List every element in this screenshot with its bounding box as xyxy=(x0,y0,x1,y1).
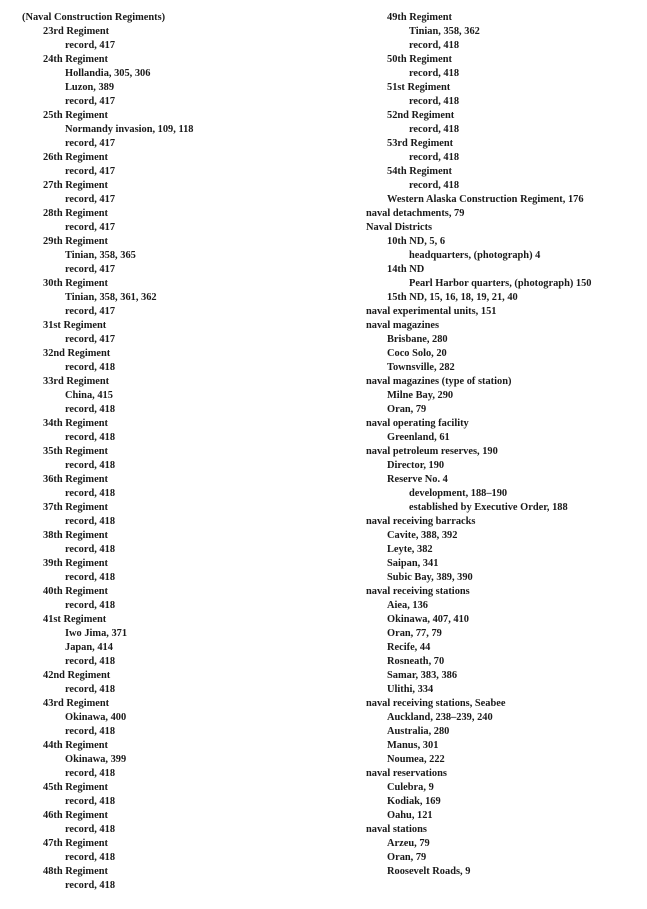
index-sub-subentry: China, 415 xyxy=(65,390,113,401)
index-heading: naval magazines (type of station) xyxy=(366,376,512,387)
index-sub-subentry: record, 417 xyxy=(65,334,116,345)
index-subentry: Arzeu, 79 xyxy=(387,838,430,849)
index-sub-subentry: record, 418 xyxy=(65,488,116,499)
index-sub-subentry: record, 418 xyxy=(65,796,116,807)
index-subentry: Culebra, 9 xyxy=(387,782,434,793)
index-subentry: Oran, 79 xyxy=(387,404,427,415)
index-subentry: Townsville, 282 xyxy=(387,362,455,373)
index-sub-subentry: record, 417 xyxy=(65,138,116,149)
index-sub-subentry: Japan, 414 xyxy=(65,642,113,653)
index-subentry: 23rd Regiment xyxy=(43,26,110,37)
index-sub-subentry: record, 418 xyxy=(65,516,116,527)
index-sub-subentry: record, 417 xyxy=(65,306,116,317)
index-subentry: 49th Regiment xyxy=(387,12,452,23)
index-subentry: 44th Regiment xyxy=(43,740,108,751)
index-subentry: Kodiak, 169 xyxy=(387,796,441,807)
index-sub-subentry: record, 418 xyxy=(65,404,116,415)
index-sub-subentry: record, 418 xyxy=(65,824,116,835)
index-subentry: Oran, 77, 79 xyxy=(387,628,442,639)
index-sub-subentry: Luzon, 389 xyxy=(65,82,115,93)
index-subentry: 45th Regiment xyxy=(43,782,108,793)
index-heading: naval magazines xyxy=(366,320,440,331)
index-subentry: 43rd Regiment xyxy=(43,698,110,709)
index-heading: (Naval Construction Regiments) xyxy=(22,12,166,23)
index-subentry: Okinawa, 407, 410 xyxy=(387,614,469,625)
index-sub-subentry: record, 418 xyxy=(65,362,116,373)
index-sub-subentry: record, 418 xyxy=(65,656,116,667)
index-subentry: 47th Regiment xyxy=(43,838,108,849)
index-subentry: Oahu, 121 xyxy=(387,810,433,821)
index-sub-subentry: record, 417 xyxy=(65,194,116,205)
index-subentry: 32nd Regiment xyxy=(43,348,111,359)
index-subentry: 52nd Regiment xyxy=(387,110,455,121)
index-sub-subentry: record, 418 xyxy=(65,768,116,779)
index-sub-subentry: record, 418 xyxy=(65,572,116,583)
index-sub-subentry: record, 418 xyxy=(65,544,116,555)
index-subentry: 38th Regiment xyxy=(43,530,108,541)
index-sub-subentry: record, 418 xyxy=(409,40,460,51)
index-subentry: Greenland, 61 xyxy=(387,432,450,443)
index-sub-subentry: Tinian, 358, 361, 362 xyxy=(65,292,157,303)
index-subentry: 46th Regiment xyxy=(43,810,108,821)
index-subentry: Saipan, 341 xyxy=(387,558,439,569)
index-subentry: Director, 190 xyxy=(387,460,445,471)
index-subentry: Western Alaska Construction Regiment, 176 xyxy=(387,194,584,205)
index-sub-subentry: Okinawa, 399 xyxy=(65,754,127,765)
index-subentry: Milne Bay, 290 xyxy=(387,390,454,401)
index-sub-subentry: record, 418 xyxy=(409,68,460,79)
index-subentry: Noumea, 222 xyxy=(387,754,445,765)
index-sub-subentry: Hollandia, 305, 306 xyxy=(65,68,151,79)
index-subentry: 15th ND, 15, 16, 18, 19, 21, 40 xyxy=(387,292,518,303)
index-column-left xyxy=(22,11,342,893)
index-subentry: Cavite, 388, 392 xyxy=(387,530,458,541)
index-subentry: Manus, 301 xyxy=(387,740,439,751)
index-subentry: 42nd Regiment xyxy=(43,670,111,681)
index-subentry: 40th Regiment xyxy=(43,586,108,597)
index-subentry: Ulithi, 334 xyxy=(387,684,434,695)
index-subentry: Coco Solo, 20 xyxy=(387,348,447,359)
index-sub-subentry: Iwo Jima, 371 xyxy=(65,628,128,639)
index-heading: naval receiving stations, Seabee xyxy=(366,698,506,709)
index-heading: naval receiving stations xyxy=(366,586,470,597)
index-subentry: 28th Regiment xyxy=(43,208,108,219)
index-subentry: 27th Regiment xyxy=(43,180,108,191)
index-subentry: 36th Regiment xyxy=(43,474,108,485)
index-sub-subentry: Pearl Harbor quarters, (photograph) 150 xyxy=(409,278,592,289)
index-sub-subentry: record, 418 xyxy=(409,124,460,135)
index-subentry: 39th Regiment xyxy=(43,558,108,569)
index-subentry: Leyte, 382 xyxy=(387,544,433,555)
index-sub-subentry: record, 417 xyxy=(65,166,116,177)
index-subentry: 31st Regiment xyxy=(43,320,107,331)
index-heading: naval receiving barracks xyxy=(366,516,476,527)
index-subentry: 14th ND xyxy=(387,264,425,275)
index-sub-subentry: record, 417 xyxy=(65,222,116,233)
index-sub-subentry: record, 418 xyxy=(409,180,460,191)
index-heading: naval petroleum reserves, 190 xyxy=(366,446,498,457)
index-subentry: Aiea, 136 xyxy=(387,600,428,611)
index-sub-subentry: record, 418 xyxy=(65,726,116,737)
index-sub-subentry: Okinawa, 400 xyxy=(65,712,127,723)
index-subentry: Reserve No. 4 xyxy=(387,474,448,485)
index-subentry: 35th Regiment xyxy=(43,446,108,457)
index-sub-subentry: record, 418 xyxy=(65,460,116,471)
index-heading: Naval Districts xyxy=(366,222,433,233)
index-subentry: 33rd Regiment xyxy=(43,376,110,387)
index-subentry: 10th ND, 5, 6 xyxy=(387,236,446,247)
index-sub-subentry: record, 417 xyxy=(65,264,116,275)
index-subentry: 25th Regiment xyxy=(43,110,108,121)
index-subentry: 50th Regiment xyxy=(387,54,452,65)
index-sub-subentry: record, 417 xyxy=(65,96,116,107)
index-subentry: Oran, 79 xyxy=(387,852,427,863)
index-subentry: 29th Regiment xyxy=(43,236,108,247)
index-subentry: Brisbane, 280 xyxy=(387,334,448,345)
index-heading: naval reservations xyxy=(366,768,447,779)
index-sub-subentry: record, 418 xyxy=(65,684,116,695)
index-subentry: 51st Regiment xyxy=(387,82,451,93)
index-subentry: 53rd Regiment xyxy=(387,138,454,149)
index-heading: naval detachments, 79 xyxy=(366,208,465,219)
index-subentry: 41st Regiment xyxy=(43,614,107,625)
index-sub-subentry: established by Executive Order, 188 xyxy=(409,502,568,513)
index-sub-subentry: record, 418 xyxy=(409,96,460,107)
index-subentry: 24th Regiment xyxy=(43,54,108,65)
index-sub-subentry: record, 418 xyxy=(409,152,460,163)
index-sub-subentry: record, 417 xyxy=(65,40,116,51)
index-subentry: 48th Regiment xyxy=(43,866,108,877)
index-heading: naval operating facility xyxy=(366,418,469,429)
index-subentry: Auckland, 238–239, 240 xyxy=(387,712,493,723)
index-subentry: Rosneath, 70 xyxy=(387,656,445,667)
index-sub-subentry: record, 418 xyxy=(65,432,116,443)
index-column-right xyxy=(366,11,646,879)
index-subentry: 34th Regiment xyxy=(43,418,108,429)
index-heading: naval experimental units, 151 xyxy=(366,306,497,317)
index-sub-subentry: Tinian, 358, 365 xyxy=(65,250,136,261)
index-sub-subentry: development, 188–190 xyxy=(409,488,508,499)
index-sub-subentry: record, 418 xyxy=(65,852,116,863)
index-sub-subentry: Normandy invasion, 109, 118 xyxy=(65,124,194,135)
index-subentry: 26th Regiment xyxy=(43,152,108,163)
index-subentry: Samar, 383, 386 xyxy=(387,670,458,681)
index-subentry: 37th Regiment xyxy=(43,502,108,513)
index-subentry: 54th Regiment xyxy=(387,166,452,177)
index-subentry: Australia, 280 xyxy=(387,726,450,737)
index-subentry: Recife, 44 xyxy=(387,642,431,653)
index-sub-subentry: Tinian, 358, 362 xyxy=(409,26,480,37)
index-sub-subentry: headquarters, (photograph) 4 xyxy=(409,250,541,261)
index-heading: naval stations xyxy=(366,824,427,835)
index-subentry: Roosevelt Roads, 9 xyxy=(387,866,471,877)
index-subentry: 30th Regiment xyxy=(43,278,108,289)
index-subentry: Subic Bay, 389, 390 xyxy=(387,572,473,583)
index-sub-subentry: record, 418 xyxy=(65,880,116,891)
index-sub-subentry: record, 418 xyxy=(65,600,116,611)
